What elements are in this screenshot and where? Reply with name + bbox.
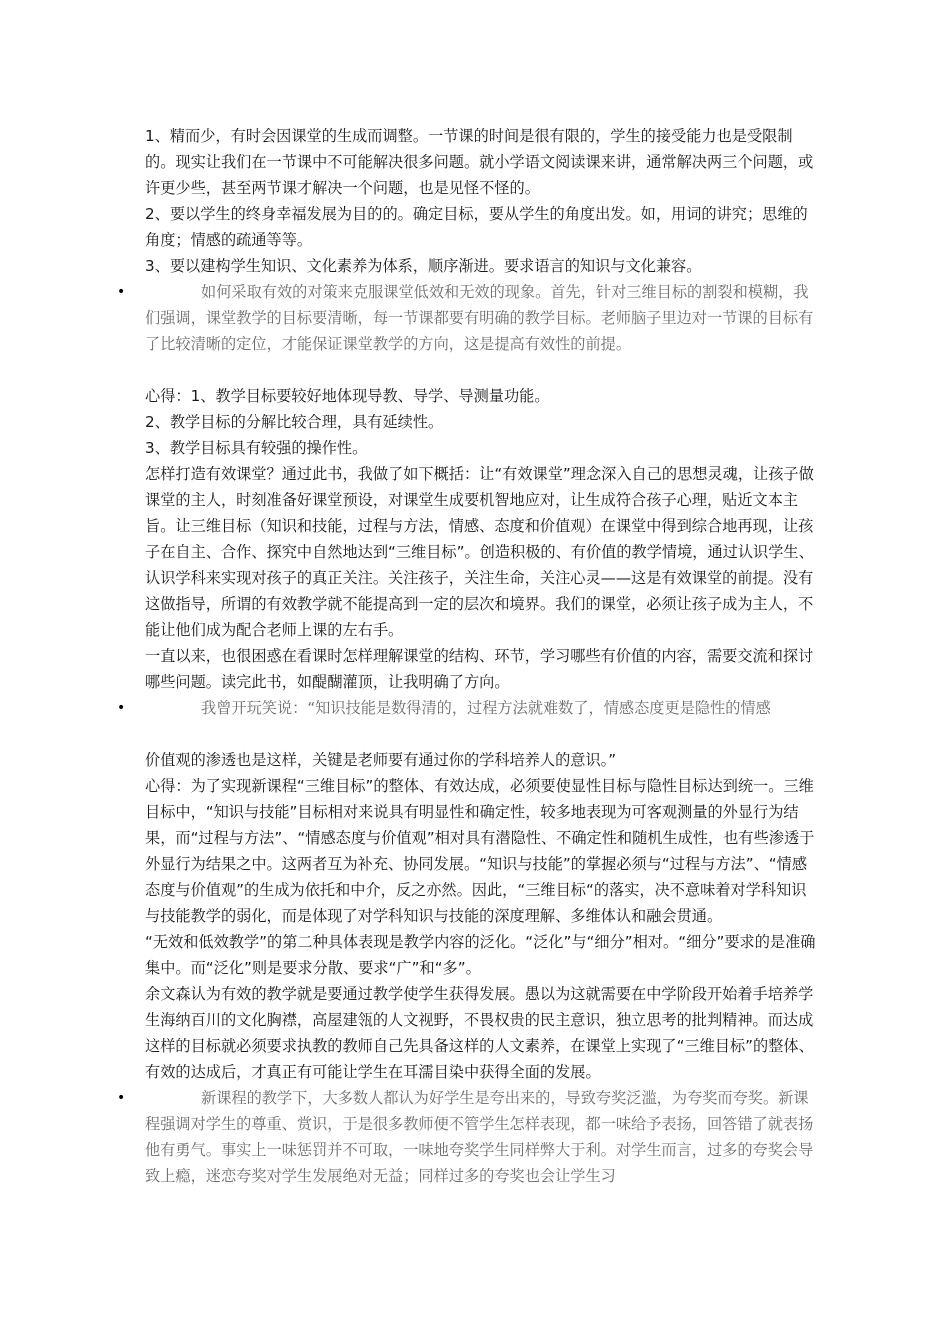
blank-line: [145, 357, 820, 383]
document-body: [117, 123, 820, 1189]
paragraph-goal-1: 1、精而少，有时会因课堂的生成而调整。一节课的时间是很有限的，学生的接受能力也是受限制的。现实让我们在一节课中不可能解决很多问题。就小学语文阅读课来讲，通常解决两三个问题，或许更少些，甚至两节课才解决一个问题，也是见怪不怪的。: [145, 127, 814, 197]
paragraph-goal-3: 3、要以建构学生知识、文化素养为体系，顺序渐进。要求语言的知识与文化兼容。: [145, 257, 702, 275]
paragraph-generalization: “无效和低效教学”的第二种具体表现是教学内容的泛化。“泛化”与“细分”相对。“细分”要求的是准确集中。而“泛化”则是要求分散、要求“广”和“多”。: [145, 933, 816, 977]
paragraph-insight-1: 心得：1、教学目标要较好地体现导教、导学、导测量功能。: [145, 387, 550, 405]
paragraph-values: 价值观的渗透也是这样，关键是老师要有通过你的学科培养人的意识。”: [145, 751, 617, 769]
paragraph-yu-wensen: 余文森认为有效的教学就是要通过教学使学生获得发展。愚以为这就需要在中学阶段开始着手培养学生海纳百川的文化胸襟，高屋建瓴的人文视野，不畏权贵的民主意识，独立思考的批判精神。而达成这样的目标就必须要求执教的教师自己先具备这样的人文素养，在课堂上实现了“三维目标”的整体、有效的达成后，才真正有可能让学生在耳濡目染中获得全面的发展。: [145, 985, 814, 1081]
bullet-text-strategy: 如何采取有效的对策来克服课堂低效和无效的现象。首先，针对三维目标的割裂和模糊，我们强调，课堂教学的目标要清晰，每一节课都要有明确的教学目标。老师脑子里边对一节课的目标有了比较清晰的定位，才能保证课堂教学的方向，这是提高有效性的前提。: [145, 283, 814, 353]
bullet-item-strategy: [117, 279, 820, 357]
paragraph-three-dimensional-goals: 心得：为了实现新课程“三维目标”的整体、有效达成，必须要使显性目标与隐性目标达到统一。三维目标中，“知识与技能”目标相对来说具有明显性和确定性，较多地表现为可客观测量的外显行为结果，而“过程与方法”、“情感态度与价值观”相对具有潜隐性、不确定性和随机生成性，也有些渗透于外显行为结果之中。这两者互为补充、协同发展。“知识与技能”的掌握必须与“过程与方法”、“情感态度与价值观”的生成为依托和中介，反之亦然。因此，“三维目标“的落实，决不意味着对学科知识与技能教学的弱化，而是体现了对学科知识与技能的深度理解、多维体认和融会贯通。: [145, 777, 815, 925]
bullet-text-joke: 我曾开玩笑说：“知识技能是数得清的，过程方法就难数了，情感态度更是隐性的情感: [201, 699, 771, 717]
paragraph-confusion: 一直以来，也很困惑在看课时怎样理解课堂的结构、环节，学习哪些有价值的内容，需要交流和探讨哪些问题。读完此书，如醍醐灌顶，让我明确了方向。: [145, 647, 814, 691]
bullet-text-praise: 新课程的教学下，大多数人都认为好学生是夸出来的，导致夸奖泛滥，为夸奖而夸奖。新课程强调对学生的尊重、赏识，于是很多教师便不管学生怎样表现，都一味给予表扬，回答错了就表扬他有勇气。事实上一味惩罚并不可取，一味地夸奖学生同样弊大于利。对学生而言，过多的夸奖会导致上瘾，迷恋夸奖对学生发展绝对无益；同样过多的夸奖也会让学生习: [145, 1089, 814, 1185]
bullet-icon: •: [117, 700, 126, 716]
bullet-icon: •: [117, 284, 126, 300]
bullet-icon: •: [117, 1090, 126, 1106]
paragraph-effective-classroom: 怎样打造有效课堂？通过此书，我做了如下概括：让“有效课堂”理念深入自己的思想灵魂，让孩子做课堂的主人，时刻准备好课堂预设，对课堂生成要机智地应对，让生成符合孩子心理，贴近文本主旨。让三维目标（知识和技能，过程与方法，情感、态度和价值观）在课堂中得到综合地再现，让孩子在自主、合作、探究中自然地达到“三维目标”。创造积极的、有价值的教学情境，通过认识学生、认识学科来实现对孩子的真正关注。关注孩子，关注生命，关注心灵——这是有效课堂的前提。没有这做指导，所谓的有效教学就不能提高到一定的层次和境界。我们的课堂，必须让孩子成为主人，不能让他们成为配合老师上课的左右手。: [145, 465, 814, 639]
paragraph-insight-2: 2、教学目标的分解比较合理，具有延续性。: [145, 413, 444, 431]
paragraph-insight-3: 3、教学目标具有较强的操作性。: [145, 439, 368, 457]
bullet-item-joke: [117, 695, 820, 721]
bullet-item-praise: [117, 1085, 820, 1189]
blank-line: [145, 721, 820, 747]
paragraph-goal-2: 2、要以学生的终身幸福发展为目的的。确定目标，要从学生的角度出发。如，用词的讲究；思维的角度；情感的疏通等等。: [145, 205, 808, 249]
